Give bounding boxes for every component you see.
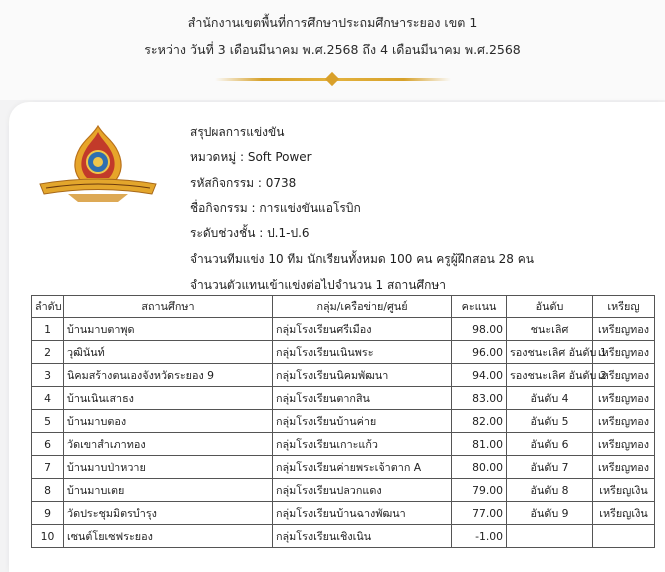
row-score: 77.00 (452, 502, 507, 525)
row-rank: ชนะเลิศ (507, 318, 593, 341)
row-rank: อันดับ 9 (507, 502, 593, 525)
row-no: 5 (32, 410, 64, 433)
row-group: กลุ่มโรงเรียนบ้านค่าย (273, 410, 452, 433)
table-row (32, 456, 655, 479)
row-rank: รองชนะเลิศ อันดับ 2 (507, 364, 593, 387)
diamond-ornament-icon (325, 72, 339, 86)
row-no: 4 (32, 387, 64, 410)
category-line: หมวดหมู่ : Soft Power (190, 150, 312, 164)
row-school: บ้านมาบเตย (64, 479, 273, 502)
row-rank: รองชนะเลิศ อันดับ 1 (507, 341, 593, 364)
table-row (32, 341, 655, 364)
row-group: กลุ่มโรงเรียนเชิงเนิน (273, 525, 452, 548)
row-school: วุฒินันท์ (64, 341, 273, 364)
row-score: 81.00 (452, 433, 507, 456)
row-no: 7 (32, 456, 64, 479)
date-range: ระหว่าง วันที่ 3 เดือนมีนาคม พ.ศ.2568 ถึง 4 เดือนมีนาคม พ.ศ.2568 (144, 42, 521, 57)
summary-title: สรุปผลการแข่งขัน (190, 125, 285, 139)
row-medal: เหรียญทอง (593, 318, 655, 341)
header-score: คะแนน (452, 296, 507, 318)
row-no: 8 (32, 479, 64, 502)
activity-name-line: ชื่อกิจกรรม : การแข่งขันแอโรบิก (190, 201, 361, 215)
row-rank: อันดับ 7 (507, 456, 593, 479)
row-rank: อันดับ 8 (507, 479, 593, 502)
row-score: 96.00 (452, 341, 507, 364)
row-medal: เหรียญทอง (593, 433, 655, 456)
table-row (32, 364, 655, 387)
row-score: 82.00 (452, 410, 507, 433)
row-no: 6 (32, 433, 64, 456)
row-school: วัดประชุมมิตรบำรุง (64, 502, 273, 525)
office-title: สำนักงานเขตพื้นที่การศึกษาประถมศึกษาระยอง เขต 1 (187, 15, 478, 30)
row-medal: เหรียญทอง (593, 410, 655, 433)
row-medal: เหรียญทอง (593, 364, 655, 387)
row-school: นิคมสร้างตนเองจังหวัดระยอง 9 (64, 364, 273, 387)
row-medal (593, 525, 655, 548)
row-group: กลุ่มโรงเรียนนิคมพัฒนา (273, 364, 452, 387)
row-medal: เหรียญทอง (593, 456, 655, 479)
level-line: ระดับช่วงชั้น : ป.1-ป.6 (190, 226, 310, 240)
row-no: 9 (32, 502, 64, 525)
row-score: -1.00 (452, 525, 507, 548)
table-row (32, 387, 655, 410)
table-row (32, 479, 655, 502)
table-row (32, 502, 655, 525)
row-medal: เหรียญทอง (593, 387, 655, 410)
table-row (32, 318, 655, 341)
header-rank: อันดับ (507, 296, 593, 318)
row-rank (507, 525, 593, 548)
table-header-row (32, 296, 655, 318)
row-rank: อันดับ 5 (507, 410, 593, 433)
row-medal: เหรียญทอง (593, 341, 655, 364)
row-school: บ้านมาบตาพุด (64, 318, 273, 341)
row-group: กลุ่มโรงเรียนปลวกแดง (273, 479, 452, 502)
row-no: 3 (32, 364, 64, 387)
row-no: 2 (32, 341, 64, 364)
row-score: 79.00 (452, 479, 507, 502)
row-score: 83.00 (452, 387, 507, 410)
row-school: บ้านมาบตอง (64, 410, 273, 433)
results-table (31, 295, 655, 548)
header-no: ลำดับ (32, 296, 64, 318)
representatives-line: จำนวนตัวแทนเข้าแข่งต่อไปจำนวน 1 สถานศึกษา (190, 278, 447, 292)
header-school: สถานศึกษา (64, 296, 273, 318)
row-medal: เหรียญเงิน (593, 502, 655, 525)
row-group: กลุ่มโรงเรียนเกาะแก้ว (273, 433, 452, 456)
row-school: บ้านมาบป่าหวาย (64, 456, 273, 479)
row-rank: อันดับ 4 (507, 387, 593, 410)
table-row (32, 410, 655, 433)
row-school: บ้านเนินเสาธง (64, 387, 273, 410)
row-school: เซนต์โยเซฟระยอง (64, 525, 273, 548)
participants-line: จำนวนทีมแข่ง 10 ทีม นักเรียนทั้งหมด 100 คน ครูผู้ฝึกสอน 28 คน (190, 252, 534, 266)
row-score: 94.00 (452, 364, 507, 387)
table-row (32, 433, 655, 456)
table-row (32, 525, 655, 548)
row-group: กลุ่มโรงเรียนบ้านฉางพัฒนา (273, 502, 452, 525)
row-group: กลุ่มโรงเรียนค่ายพระเจ้าตาก A (273, 456, 452, 479)
row-medal: เหรียญเงิน (593, 479, 655, 502)
activity-code-line: รหัสกิจกรรม : 0738 (190, 176, 297, 190)
page-header (0, 0, 665, 100)
row-rank: อันดับ 6 (507, 433, 593, 456)
row-group: กลุ่มโรงเรียนเนินพระ (273, 341, 452, 364)
row-no: 1 (32, 318, 64, 341)
row-group: กลุ่มโรงเรียนตากสิน (273, 387, 452, 410)
row-score: 98.00 (452, 318, 507, 341)
row-school: วัดเขาสำเภาทอง (64, 433, 273, 456)
row-no: 10 (32, 525, 64, 548)
thai-education-emblem-icon (38, 122, 158, 207)
row-score: 80.00 (452, 456, 507, 479)
header-group: กลุ่ม/เครือข่าย/ศูนย์ (273, 296, 452, 318)
header-medal: เหรียญ (593, 296, 655, 318)
row-group: กลุ่มโรงเรียนศรีเมือง (273, 318, 452, 341)
